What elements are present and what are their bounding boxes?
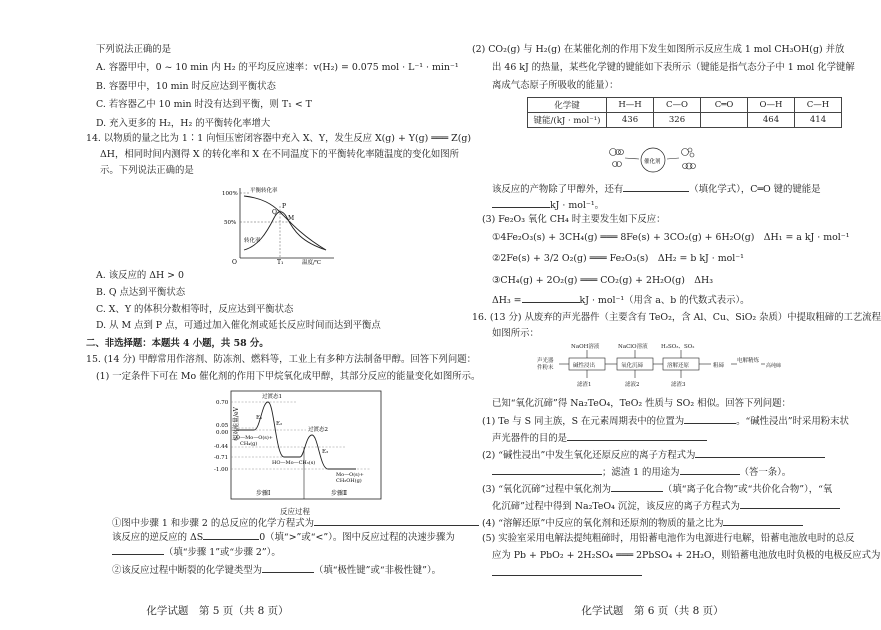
catalyst-reaction-figure: [603, 136, 713, 178]
step-1-label: 步骤Ⅰ: [256, 490, 271, 497]
e3-label: E₃: [322, 449, 329, 455]
flow-input-line2: 件粉末: [537, 365, 554, 371]
origin-o: O: [232, 259, 237, 266]
q15-1-question-c: （填“步骤 1”或“步骤 2”）。: [112, 545, 281, 559]
q15-energy-diagram: [196, 387, 384, 505]
bond-energy-table: [527, 97, 842, 128]
y-label-100: 100%: [222, 191, 238, 197]
flow-electrorefine: 电解精炼: [737, 358, 760, 364]
flow-reagent-naoh: NaOH溶液: [571, 344, 600, 350]
reaction-1: ①4Fe₂O₃(s) + 3CH₄(g) ═══ 8Fe(s) + 3CO₂(g) + 6H₂O(g) ΔH₁ = a kJ · mol⁻¹: [492, 232, 850, 243]
q15-stem: 15. (14 分) 甲醇常用作溶剂、防冻剂、燃料等，工业上有多种方法制备甲醇。回答下列问题：: [86, 354, 476, 365]
q15-part1-stem: (1) 一定条件下可在 Mo 催化剂的作用下甲烷氧化成甲醇，其部分反应的能量变化如图所示。: [96, 371, 481, 382]
q15-part3-stem: (3) Fe₂O₃ 氧化 CH₄ 时主要发生如下反应：: [482, 214, 666, 225]
flow-reagent-h2so3: H₂SO₃、SO₂: [661, 344, 695, 350]
q16-stem-line2: 如图所示：: [492, 328, 539, 339]
reaction-2: ②2Fe(s) + 3/2 O₂(g) ═══ Fe₂O₃(s) ΔH₂ = b kJ · mol⁻¹: [492, 253, 744, 264]
q15-2-question-b: kJ · mol⁻¹。: [492, 198, 604, 212]
table-cell: 436: [607, 113, 654, 128]
table-header-row: [528, 98, 842, 113]
y-tick-neg071: -0.71: [214, 455, 229, 461]
point-q: Q: [272, 209, 277, 216]
e1-label: E₁: [256, 415, 263, 421]
table-cell: 414: [795, 113, 842, 128]
x-axis-label: 温度/℃: [302, 260, 322, 266]
q16-1-question-b: 声光器件的目的是: [492, 431, 707, 445]
table-cell: 464: [748, 113, 795, 128]
q16-5-question-c: [492, 566, 642, 580]
table-header-cell: C—O: [654, 98, 701, 113]
q16-stem-line1: 16. (13 分) 从废弃的声光器件（主要含有 TeO₂，含 Al、Cu、SiO₂ 杂质）中提取粗碲的工艺流程: [472, 312, 881, 323]
table-header-cell: H—H: [607, 98, 654, 113]
q16-5-question-b: 应为 Pb + PbO₂ + 2H₂SO₄ ═══ 2PbSO₄ + 2H₂O，则铅蓄电池放电时负极的电极反应式为: [492, 550, 881, 561]
q15-2-question-a: 该反应的产物除了甲醇外，还有 （填化学式），C═O 键的键能是: [492, 184, 821, 195]
x-tick-t1: T₁: [277, 259, 284, 266]
y-tick-000: 0.00: [216, 430, 229, 436]
q16-1-question-a: (1) Te 与 S 同主族，S 在元素周期表中的位置为 。“碱性浸出”时采用粉末状: [482, 416, 849, 427]
q16-3-question-a: (3) “氧化沉碲”过程中氧化剂为 （填“离子化合物”或“共价化合物”），“氧: [482, 484, 833, 495]
flow-crude-te: 粗碲: [713, 363, 725, 369]
q13-option-d: D. 充入更多的 H₂，H₂ 的平衡转化率增大: [96, 118, 271, 129]
answer-blank-delta-h3[interactable]: [522, 293, 580, 303]
transition-state-1: 过渡态1: [262, 394, 282, 400]
answer-blank-co-bond-energy[interactable]: [492, 198, 550, 208]
flow-reagent-naclo: NaClO溶液: [618, 344, 648, 350]
answer-blank-rate-step[interactable]: [112, 545, 164, 555]
q15-part2-line1: (2) CO₂(g) 与 H₂(g) 在某催化剂的作用下发生如图所示反应生成 1 mol CH₃OH(g) 并放: [472, 44, 845, 55]
species-intermediate: HO—Mo—CH₃(s): [272, 460, 316, 466]
flow-step-3: 溶解还原: [667, 363, 690, 369]
y-axis-label: 相对能量/eV: [233, 407, 240, 441]
q16-given: 已知“氧化沉碲”得 Na₂TeO₄，TeO₂ 性质与 SO₂ 相似。回答下列问题：: [492, 398, 791, 409]
page-footer-left: 化学试题 第 5 页（共 8 页）: [146, 605, 289, 617]
answer-blank-ionic-equation-1[interactable]: [695, 448, 825, 458]
table-header-cell: 化学键: [528, 98, 607, 113]
q16-4-question: (4) “溶解还原”中反应的氧化剂和还原剂的物质的量之比为: [482, 516, 803, 530]
answer-blank-ionic-equation-2[interactable]: [740, 499, 840, 509]
y-tick-neg100: -1.00: [214, 467, 229, 473]
page-footer-right: 化学试题 第 6 页（共 8 页）: [581, 605, 724, 617]
q13-option-a: A. 容器甲中，0 ~ 10 min 内 H₂ 的平均反应速率：v(H₂) = 0.075 mol · L⁻¹ · min⁻¹: [96, 62, 459, 73]
q15-1-question-d: ②该反应过程中断裂的化学键类型为 （填“极性键”或“非极性键”）。: [112, 565, 441, 576]
species-ch4: CH₄(g): [240, 441, 258, 447]
equilibrium-curve-label: 平衡转化率: [250, 188, 278, 194]
flow-residue-3: 滤渣3: [671, 382, 686, 388]
step-2-label: 步骤Ⅱ: [331, 490, 348, 497]
point-m: M: [288, 215, 295, 222]
answer-blank-ionic-equation-1-cont[interactable]: [492, 465, 602, 475]
flow-step-2: 氧化沉碲: [621, 363, 644, 369]
flow-residue-1: 滤渣1: [577, 382, 592, 388]
q15-1-question-a: ①图中步骤 1 和步骤 2 的总反应的化学方程式为: [112, 516, 479, 530]
q13-lead: 下列说法正确的是: [96, 44, 172, 55]
q14-stem-line2: ΔH，相同时间内测得 X 的转化率和 X 在不同温度下的平衡转化率随温度的变化如图所: [100, 149, 459, 160]
y-tick-005: 0.05: [216, 423, 229, 429]
e2-label: E₂: [276, 421, 283, 427]
flow-filtrate-2: 滤液2: [625, 382, 640, 388]
section-2-heading: 二、非选择题：本题共 4 小题，共 58 分。: [86, 338, 269, 349]
answer-blank-purpose[interactable]: [567, 431, 707, 441]
q16-2-question-b: ；滤渣 1 的用途为 （答一条）。: [492, 465, 791, 479]
q13-option-b: B. 容器甲中，10 min 时反应达到平衡状态: [96, 81, 276, 92]
species-ch3oh: CH₃OH(g): [336, 478, 362, 484]
flow-step-1: 碱性浸出: [573, 363, 596, 369]
answer-blank-ratio[interactable]: [723, 516, 803, 526]
transition-state-2: 过渡态2: [308, 427, 328, 433]
table-header-cell: C═O: [701, 98, 748, 113]
answer-blank-residue-use[interactable]: [680, 465, 740, 475]
species-reactant: O—Mo—O(s)+: [236, 435, 273, 441]
table-cell: 326: [654, 113, 701, 128]
q15-part2-line2: 出 46 kJ 的热量，某些化学键的键能如下表所示（键能是指气态分子中 1 mol 化学键解: [492, 62, 855, 73]
table-row: [528, 113, 842, 128]
answer-blank-period-group[interactable]: [684, 414, 736, 424]
catalyst-label: 催化剂: [644, 159, 661, 165]
y-tick-neg044: -0.44: [214, 444, 229, 450]
q14-stem-line1: 14. 以物质的量之比为 1∶1 向恒压密闭容器中充入 X、Y，发生反应 X(g) + Y(g) ═══ Z(g): [86, 133, 472, 144]
q16-5-question-a: (5) 实验室采用电解法提纯粗碲时，用铅蓄电池作为电源进行电解，铅蓄电池放电时的总反: [482, 533, 855, 544]
answer-blank-product[interactable]: [623, 182, 689, 192]
q14-option-d: D. 从 M 点到 P 点，可通过加入催化剂或延长反应时间而达到平衡点: [96, 320, 381, 331]
flow-input-line1: 声光器: [537, 358, 554, 364]
answer-blank-electrode-equation[interactable]: [492, 566, 642, 576]
q15-3-question: ΔH₃ = kJ · mol⁻¹（用含 a、b 的代数式表示）。: [492, 295, 750, 306]
answer-blank-delta-s[interactable]: [203, 530, 259, 540]
answer-blank-bond-type[interactable]: [262, 563, 314, 573]
species-product: Mo—O(s)+: [336, 472, 364, 478]
table-header-cell: C—H: [795, 98, 842, 113]
q14-conversion-figure: [222, 184, 342, 264]
q16-3-question-b: 化沉碲”过程中得到 Na₂TeO₄ 沉淀，该反应的离子方程式为: [492, 499, 840, 513]
exam-page-6: [435, 0, 881, 630]
q14-option-b: B. Q 点达到平衡状态: [96, 287, 186, 298]
q14-option-c: C. X、Y 的体积分数相等时，反应达到平衡状态: [96, 304, 294, 315]
q14-stem-line3: 示。下列说法正确的是: [100, 165, 194, 176]
q16-process-flow: [535, 340, 782, 392]
flow-pure-te: 高纯碲: [766, 363, 782, 369]
table-cell: [701, 113, 748, 128]
y-tick-070: 0.70: [216, 400, 229, 406]
table-cell: 键能/(kJ · mol⁻¹): [528, 113, 607, 128]
answer-blank-oxidant[interactable]: [611, 482, 663, 492]
reaction-3: ③CH₄(g) + 2O₂(g) ═══ CO₂(g) + 2H₂O(g) ΔH₃: [492, 275, 713, 286]
point-p: P: [282, 203, 287, 210]
energy-diagram-x-label: 反应过程: [280, 507, 310, 516]
q15-1-question-b: 该反应的逆反应的 ΔS 0（填“>”或“<”）。图中反应过程的决速步骤为: [112, 532, 455, 543]
conversion-curve-label: 转化率: [244, 238, 261, 244]
y-label-50: 50%: [224, 220, 237, 226]
q16-2-question-a: (2) “碱性浸出”中发生氧化还原反应的离子方程式为: [482, 448, 825, 462]
q14-option-a: A. 该反应的 ΔH > 0: [96, 270, 184, 281]
q13-option-c: C. 若容器乙中 10 min 时没有达到平衡，则 T₁ < T: [96, 99, 312, 110]
q15-part2-line3: 离成气态原子所吸收的能量）：: [492, 80, 619, 91]
table-header-cell: O—H: [748, 98, 795, 113]
